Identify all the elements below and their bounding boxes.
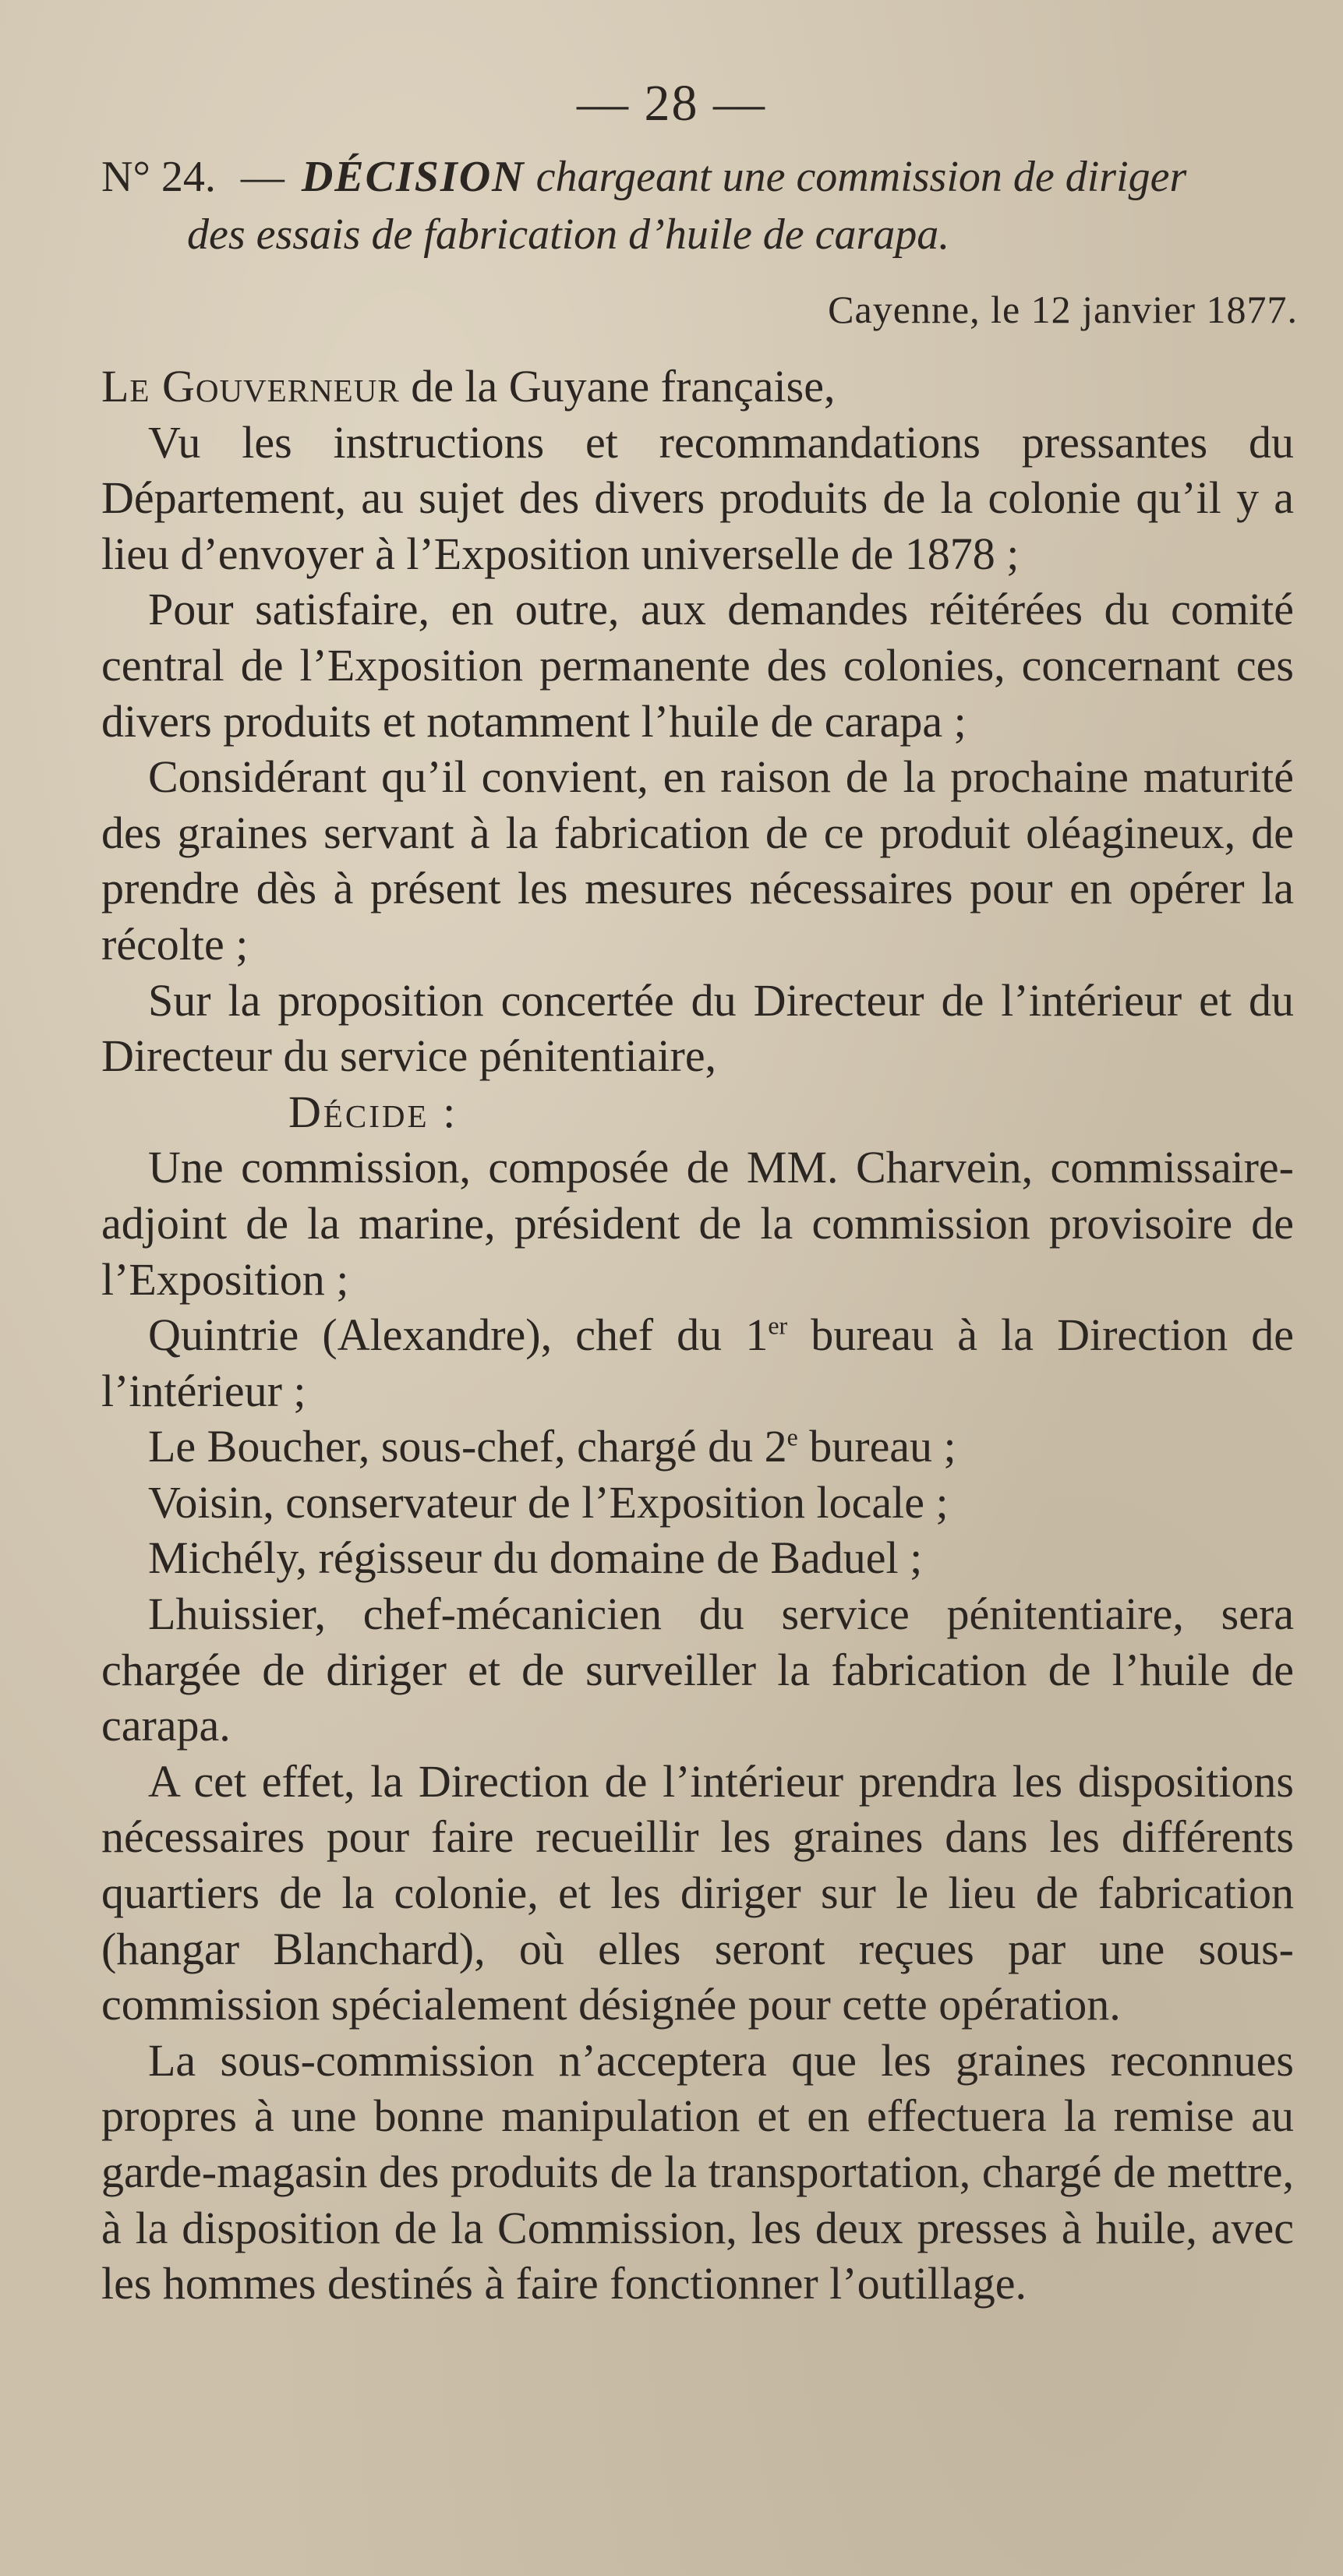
commission-member: Voisin, conservateur de l’Exposition locale ; [148, 1476, 949, 1528]
ordinal-superscript: er [768, 1312, 788, 1340]
decision-number: N° 24. [101, 153, 216, 201]
provision-paragraph: La sous-commission n’acceptera que les graines reconnues propres à une bonne manipulation et en effectuera la remise au garde-magasin des produits de la transportation, chargé de mettre, à la disposition de la Commission, les deux presses à huile, avec les hommes destinés à faire fonctionner l’outillage. [101, 2034, 1294, 2309]
decide-label: Décide : [288, 1086, 458, 1137]
member-text: bureau ; [797, 1421, 956, 1472]
consideration-paragraph: Considérant qu’il convient, en raison de la prochaine maturité des graines servant à la fabrication de ce produit oléagineux, de prendre dès à présent les mesures nécessaires pour en opérer la récolte ; [101, 751, 1294, 970]
decision-heading [101, 148, 1247, 263]
authority-line [101, 359, 1294, 415]
page-number: — 28 — [577, 75, 766, 132]
consideration-paragraph: Pour satisfaire, en outre, aux demandes réitérées du comité central de l’Exposition permanente des colonies, concernant ces divers produits et notamment l’huile de carapa ; [101, 584, 1294, 747]
decision-title-keyword: DÉCISION [301, 153, 525, 201]
commission-intro: Une commission, composée de MM. Charvein, commissaire-adjoint de la marine, président de la commission provisoire de l’Exposition ; [101, 1142, 1294, 1305]
dateline: Cayenne, le 12 janvier 1877. [828, 288, 1298, 331]
commission-member: Lhuissier, chef-mécanicien du service pénitentiaire, sera chargée de diriger et de surveiller la fabrication de l’huile de carapa. [101, 1588, 1294, 1751]
consideration-paragraph: Vu les instructions et recommandations pressantes du Département, au sujet des divers produits de la colonie qu’il y a lieu d’envoyer à l’Exposition universelle de 1878 ; [101, 416, 1294, 579]
decision-body [101, 359, 1294, 2312]
decision-title-line2: des essais de fabrication d’huile de carapa. [187, 210, 950, 259]
member-text: Quintrie (Alexandre), chef du 1 [148, 1309, 769, 1361]
decision-title-line1: chargeant une commission de diriger [535, 153, 1187, 201]
ordinal-superscript: e [786, 1423, 798, 1451]
authority-rest: de la Guyane française, [399, 361, 836, 412]
heading-dash: — [240, 153, 285, 201]
provision-paragraph: A cet effet, la Direction de l’intérieur prendra les dispositions nécessaires pour faire recueillir les graines dans les différents quartiers de la colonie, et les diriger sur le lieu de fabrication (hangar Blanchard), où elles seront reçues par une sous-commission spécialement désignée pour cette opération. [101, 1755, 1294, 2030]
consideration-paragraph: Sur la proposition concertée du Directeur de l’intérieur et du Directeur du service pénitentiaire, [101, 974, 1294, 1082]
member-text: bureau à la Direction de l’intérieur ; [101, 1309, 1294, 1416]
commission-member [101, 1307, 1294, 1419]
member-text: Le Boucher, sous-chef, chargé du 2 [148, 1421, 787, 1472]
authority-lead: Le Gouverneur [101, 361, 400, 412]
commission-member: Michély, régisseur du domaine de Baduel ; [148, 1532, 923, 1584]
commission-member [101, 1419, 1294, 1475]
